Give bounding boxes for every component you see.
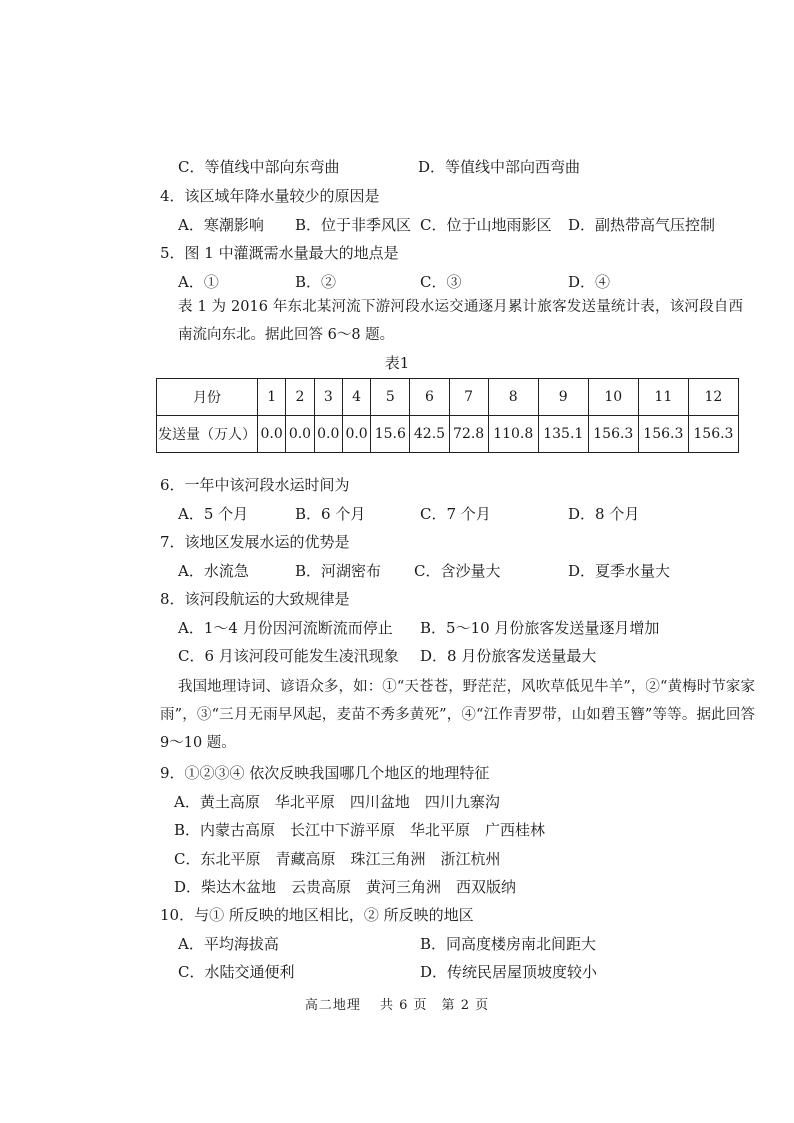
q4-stem: 4．该区域年降水量较少的原因是	[160, 187, 380, 205]
q10-option-c: C．水陆交通便利	[178, 963, 295, 981]
q5-stem: 5．图 1 中灌溉需水量最大的地点是	[160, 244, 399, 262]
table1-month-cell: 2	[286, 379, 314, 416]
table1-month-cell: 4	[342, 379, 370, 416]
table1-month-cell: 5	[371, 379, 410, 416]
table1-value-cell: 0.0	[342, 416, 370, 453]
table1	[156, 378, 739, 453]
q9-stem: 9．①②③④ 依次反映我国哪几个地区的地理特征	[160, 764, 490, 782]
table1-value-cell: 72.8	[449, 416, 488, 453]
q7-option-d: D．夏季水量大	[568, 562, 671, 580]
q4-option-c: C．位于山地雨影区	[420, 216, 552, 234]
table1-value-cell: 156.3	[638, 416, 688, 453]
q6-option-b: B．6 个月	[295, 505, 366, 523]
table1-month-cell: 1	[258, 379, 286, 416]
q5-option-a: A．①	[178, 273, 219, 291]
table1-month-cell: 6	[410, 379, 449, 416]
table1-value-cell: 0.0	[314, 416, 342, 453]
table1-month-cell: 7	[449, 379, 488, 416]
q8-stem: 8．该河段航运的大致规律是	[160, 590, 350, 608]
table1-month-cell: 10	[588, 379, 638, 416]
page-footer: 高二地理 共 6 页 第 2 页	[304, 998, 490, 1013]
q4-option-a: A．寒潮影响	[178, 216, 264, 234]
table1-month-cell: 8	[488, 379, 538, 416]
table1-value-cell: 0.0	[286, 416, 314, 453]
q10-option-b: B．同高度楼房南北间距大	[420, 935, 597, 953]
table1-value-cell: 156.3	[688, 416, 738, 453]
q5-option-d: D．④	[568, 273, 611, 291]
q4-option-b: B．位于非季风区	[295, 216, 412, 234]
q7-stem: 7．该地区发展水运的优势是	[160, 533, 350, 551]
table1-caption: 表1	[384, 354, 410, 372]
intro-6-8: 表 1 为 2016 年东北某河流下游河段水运交通逐月累计旅客发送量统计表，该河段自西南流向东北。据此回答 6～8 题。	[178, 299, 743, 343]
q5-option-c: C．③	[420, 273, 462, 291]
table1-value-row	[157, 416, 739, 453]
table1-value-cell: 135.1	[538, 416, 588, 453]
q8-option-b: B．5～10 月份旅客发送量逐月增加	[420, 619, 660, 637]
q4-option-d: D．副热带高气压控制	[568, 216, 716, 234]
table1-header-row	[157, 379, 739, 416]
q3-option-d: D．等值线中部向西弯曲	[418, 158, 581, 176]
q8-option-d: D．8 月份旅客发送量最大	[420, 647, 597, 665]
table1-header-label: 月份	[157, 379, 258, 416]
q10-option-d: D．传统民居屋顶坡度较小	[420, 963, 598, 981]
table1-value-cell: 15.6	[371, 416, 410, 453]
table1-value-cell: 0.0	[258, 416, 286, 453]
q8-option-c: C．6 月该河段可能发生凌汛现象	[178, 647, 399, 665]
q5-option-b: B．②	[295, 273, 337, 291]
q7-option-c: C．含沙量大	[414, 562, 501, 580]
table1-value-cell: 156.3	[588, 416, 638, 453]
q6-option-a: A．5 个月	[178, 505, 249, 523]
q10-stem: 10．与① 所反映的地区相比，② 所反映的地区	[160, 906, 474, 924]
q6-option-c: C．7 个月	[420, 505, 491, 523]
q9-option-b: B．内蒙古高原 长江中下游平原 华北平原 广西桂林	[174, 821, 546, 839]
q8-option-a: A．1～4 月份因河流断流而停止	[178, 619, 393, 637]
table1-month-cell: 9	[538, 379, 588, 416]
table1-month-cell: 3	[314, 379, 342, 416]
q10-option-a: A．平均海拔高	[178, 935, 279, 953]
table1-month-cell: 11	[638, 379, 688, 416]
intro-9-10: 我国地理诗词、谚语众多，如：①“天苍苍，野茫茫，风吹草低见牛羊”，②“黄梅时节家家雨”，③“三月无雨早风起，麦苗不秀多黄死”，④“江作青罗带，山如碧玉簪”等等。据此回答 9～10 题。	[160, 679, 755, 751]
q9-option-a: A．黄土高原 华北平原 四川盆地 四川九寨沟	[174, 793, 500, 811]
q7-option-a: A．水流急	[178, 562, 249, 580]
table1-value-cell: 110.8	[488, 416, 538, 453]
q6-stem: 6．一年中该河段水运时间为	[160, 476, 350, 494]
q3-option-c: C．等值线中部向东弯曲	[178, 158, 340, 176]
q9-option-c: C．东北平原 青藏高原 珠江三角洲 浙江杭州	[174, 850, 501, 868]
q6-option-d: D．8 个月	[568, 505, 640, 523]
table1-month-cell: 12	[688, 379, 738, 416]
q9-option-d: D．柴达木盆地 云贵高原 黄河三角洲 西双版纳	[174, 878, 517, 896]
table1-row-label: 发送量（万人）	[157, 416, 258, 453]
table1-value-cell: 42.5	[410, 416, 449, 453]
q7-option-b: B．河湖密布	[295, 562, 382, 580]
